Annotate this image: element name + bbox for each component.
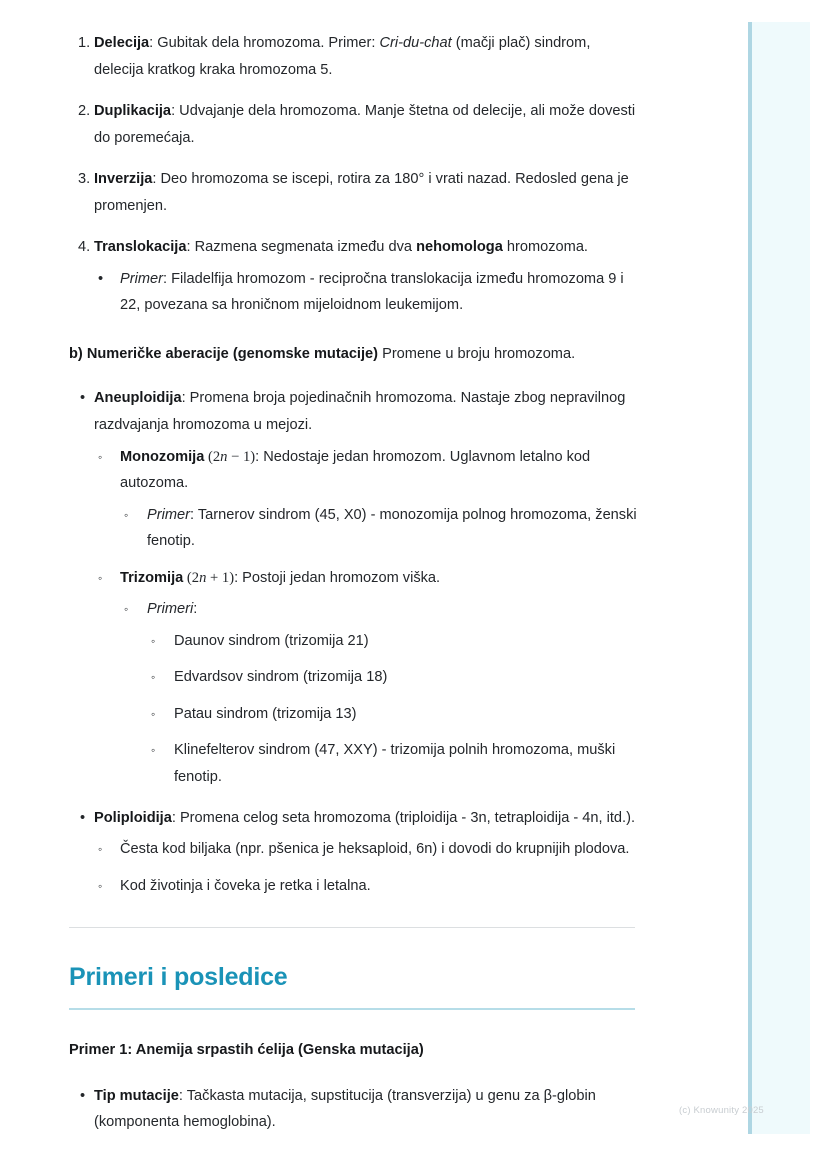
nested-list (147, 628, 640, 791)
bullet-circle-icon: ◦ (98, 449, 103, 464)
list-item-text: Promena celog seta hromozoma (triploidija - 3n, tetraploidija - 4n, itd.). (179, 809, 636, 826)
math-expression-close: − 1) (227, 448, 256, 465)
nested-list (120, 596, 640, 790)
list-item-text: : Tarnerov sindrom (45, X0) - monozomija polnog hromozoma, ženski fenotip. (147, 506, 637, 550)
list-item-emphasis: Primeri (147, 601, 194, 618)
math-expression-close: + 1) (206, 569, 235, 586)
list-item-term: Aneuploidija (94, 390, 182, 407)
list-item-text: Daunov sindrom (trizomija 21) (174, 632, 369, 649)
list-item (0, 385, 700, 790)
list-item-text: Postoji jedan hromozom viška. (242, 569, 441, 586)
separator: : (234, 569, 243, 586)
list-item-emphasis: Primer (120, 270, 163, 287)
separator: : (171, 809, 180, 826)
separator: : (171, 103, 180, 120)
list-item-term: Translokacija (94, 239, 187, 256)
right-accent-band (748, 22, 810, 1134)
list-item-term: Monozomija (120, 448, 205, 465)
separator: : (186, 239, 195, 256)
page-title: Primeri i posledice (69, 963, 288, 992)
separator: : (181, 390, 190, 407)
list-item-text: Deo hromozoma se iscepi, rotira za 180° i vrati nazad. Redosled gena je promenjen. (94, 171, 629, 214)
list-item-text: Edvardsov sindrom (trizomija 18) (174, 669, 388, 686)
list-item-term: Duplikacija (94, 103, 172, 120)
numeric-aberrations-paragraph (0, 341, 700, 368)
list-item-emphasis: Primer (147, 506, 190, 523)
list-item-term: Tip mutacije (94, 1087, 179, 1104)
list-item (147, 737, 640, 790)
nested-list (94, 266, 640, 319)
section-divider-accent (69, 1008, 635, 1010)
list-item (94, 836, 640, 863)
list-item-text: : (193, 601, 198, 618)
list-item-text: Promena broja pojedinačnih hromozoma. Nastaje zbog nepravilnog razdvajanja hromozoma u mejozi. (94, 390, 626, 434)
list-item-text: Patau sindrom (trizomija 13) (174, 705, 357, 722)
bullet-circle-icon: ◦ (151, 633, 156, 648)
bullet-disc-icon: • (80, 390, 86, 407)
bullet-circle-icon: ◦ (151, 743, 156, 758)
list-item-text: Nedostaje jedan hromozom. Uglavnom letalno kod autozoma. (120, 448, 591, 492)
example-subheading: Primer 1: Anemija srpastih ćelija (Genska mutacija) (69, 1042, 424, 1059)
list-item (0, 30, 700, 83)
bullet-circle-icon: ◦ (98, 878, 103, 893)
list-item (147, 701, 640, 728)
list-item (120, 596, 640, 790)
copyright-watermark: (c) Knowunity 2025 (679, 1105, 764, 1116)
list-item (0, 234, 700, 319)
separator: : (255, 448, 264, 465)
list-item-text: Tačkasta mutacija, supstitucija (transverzija) u genu za β-globin (komponenta hemoglobina). (94, 1087, 596, 1131)
paragraph-lead: b) Numeričke aberacije (genomske mutacije) (69, 345, 379, 362)
list-item-text-tail: (mačji plač) sindrom, delecija kratkog kraka hromozoma 5. (94, 35, 591, 78)
section-divider-top (69, 927, 635, 928)
list-item-text: Klinefelterov sindrom (47, XXY) - trizomija polnih hromozoma, muški fenotip. (174, 742, 616, 786)
list-item-term: Inverzija (94, 171, 153, 188)
math-expression-open: (2 (204, 448, 221, 465)
list-item (147, 628, 640, 655)
list-marker: 4. (78, 239, 91, 256)
list-item-text-tail: hromozoma. (502, 239, 588, 256)
structural-aberrations-list (0, 30, 700, 319)
list-item (94, 873, 640, 900)
numeric-aberrations-list (0, 385, 700, 899)
bullet-circle-icon: ◦ (124, 602, 129, 617)
list-item-text: Kod životinja i čoveka je retka i letalna. (120, 877, 371, 894)
bullet-disc-icon: • (98, 270, 104, 287)
math-variable: n (199, 569, 207, 586)
nested-list (94, 836, 640, 899)
list-item-text: Udvajanje dela hromozoma. Manje štetna od delecije, ali može dovesti do poremećaja. (94, 103, 636, 146)
list-item-emphasis-bold: nehomologa (416, 239, 503, 256)
paragraph-text: Promene u broju hromozoma. (378, 345, 576, 362)
math-expression-open: (2 (183, 569, 200, 586)
separator: : (178, 1087, 187, 1104)
bullet-disc-icon: • (80, 809, 86, 826)
bullet-circle-icon: ◦ (124, 507, 129, 522)
list-item-term: Delecija (94, 35, 150, 51)
list-marker: 2. (78, 103, 91, 120)
list-item (94, 444, 640, 555)
bullet-disc-icon: • (80, 1087, 86, 1104)
separator: : (149, 35, 158, 51)
math-variable: n (220, 448, 228, 465)
bullet-circle-icon: ◦ (151, 706, 156, 721)
example-details-list (0, 1083, 700, 1136)
list-item-text: Česta kod biljaka (npr. pšenica je heksaploid, 6n) i dovodi do krupnijih plodova. (120, 841, 630, 858)
list-item (0, 805, 700, 900)
list-item-emphasis: Cri-du-chat (379, 35, 452, 51)
list-item-term: Trizomija (120, 569, 184, 586)
list-item-term: Poliploidija (94, 809, 172, 826)
bullet-circle-icon: ◦ (98, 842, 103, 857)
nested-list (94, 444, 640, 791)
bullet-circle-icon: ◦ (151, 670, 156, 685)
right-accent-band-edge (748, 22, 752, 1134)
list-item (94, 266, 640, 319)
list-item (0, 166, 700, 219)
bullet-circle-icon: ◦ (98, 570, 103, 585)
list-item (0, 98, 700, 151)
list-item (120, 502, 640, 555)
list-item (94, 565, 640, 791)
list-item-text: Razmena segmenata između dva (194, 239, 417, 256)
list-marker: 1. (78, 35, 91, 51)
list-item (0, 1083, 700, 1136)
list-item-text: Gubitak dela hromozoma. Primer: (157, 35, 380, 51)
nested-list (120, 502, 640, 555)
list-item-text: : Filadelfija hromozom - recipročna translokacija između hromozoma 9 i 22, povezana sa hroničnom mijeloidnom leukemijom. (120, 270, 624, 314)
list-marker: 3. (78, 171, 91, 188)
separator: : (152, 171, 161, 188)
list-item (147, 664, 640, 691)
